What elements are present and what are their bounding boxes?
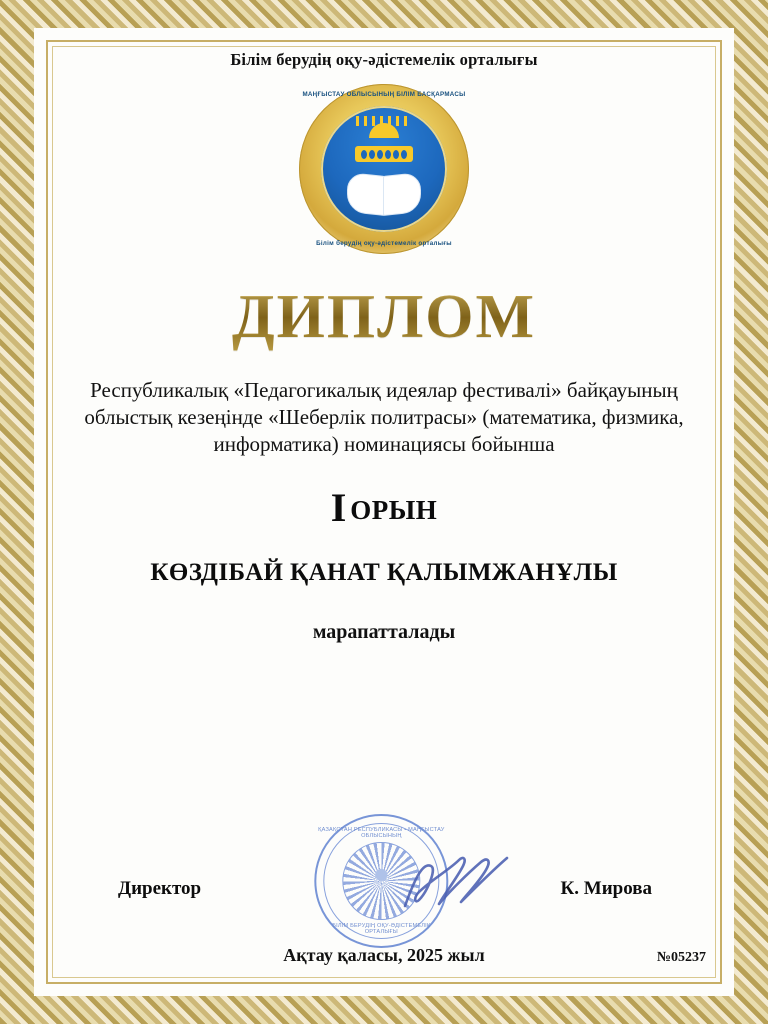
- place-word: ОРЫН: [350, 494, 438, 525]
- emblem: [299, 84, 469, 254]
- emblem-text-top: МАҢҒЫСТАУ ОБЛЫСЫНЫҢ БІЛІМ БАСҚАРМАСЫ: [302, 91, 466, 98]
- footer-place-year: Ақтау қаласы, 2025 жыл: [283, 945, 485, 965]
- signature-name: К. Мирова: [560, 878, 652, 899]
- organization-header: Білім берудің оқу-әдістемелік орталығы: [230, 50, 538, 69]
- recipient-name: КӨЗДІБАЙ ҚАНАТ ҚАЛЫМЖАНҰЛЫ: [150, 558, 618, 586]
- award-description: Республикалық «Педагогикалық идеялар фестивалі» байқауының облыстық кезеңінде «Шеберлік политрасы» (математика, физмика, информатика) номинациясы бойынша: [84, 378, 684, 456]
- certificate-number: №05237: [656, 950, 706, 965]
- open-book-icon: [347, 174, 421, 214]
- signature-title: Директор: [118, 878, 202, 899]
- emblem-text-bottom: Білім берудің оқу-әдістемелік орталығы: [316, 240, 452, 247]
- emblem-inner-disc: [321, 106, 447, 232]
- awarded-label: марапатталады: [312, 620, 456, 643]
- page-title: ДИПЛОМ: [231, 283, 537, 351]
- certificate-content: [56, 50, 712, 974]
- footer: [56, 945, 712, 966]
- ornament-band-icon: [355, 146, 413, 162]
- stamp-text-top: ҚАЗАҚСТАН РЕСПУБЛИКАСЫ • МАҢҒЫСТАУ ОБЛЫСЫНЫҢ: [318, 827, 445, 839]
- official-stamp: [314, 814, 448, 948]
- place-roman-numeral: I: [330, 484, 347, 530]
- place-line: [331, 484, 438, 531]
- stamp-text-bottom: БІЛІМ БЕРУДІҢ ОҚУ-ӘДІСТЕМЕЛІК ОРТАЛЫҒЫ: [332, 923, 431, 935]
